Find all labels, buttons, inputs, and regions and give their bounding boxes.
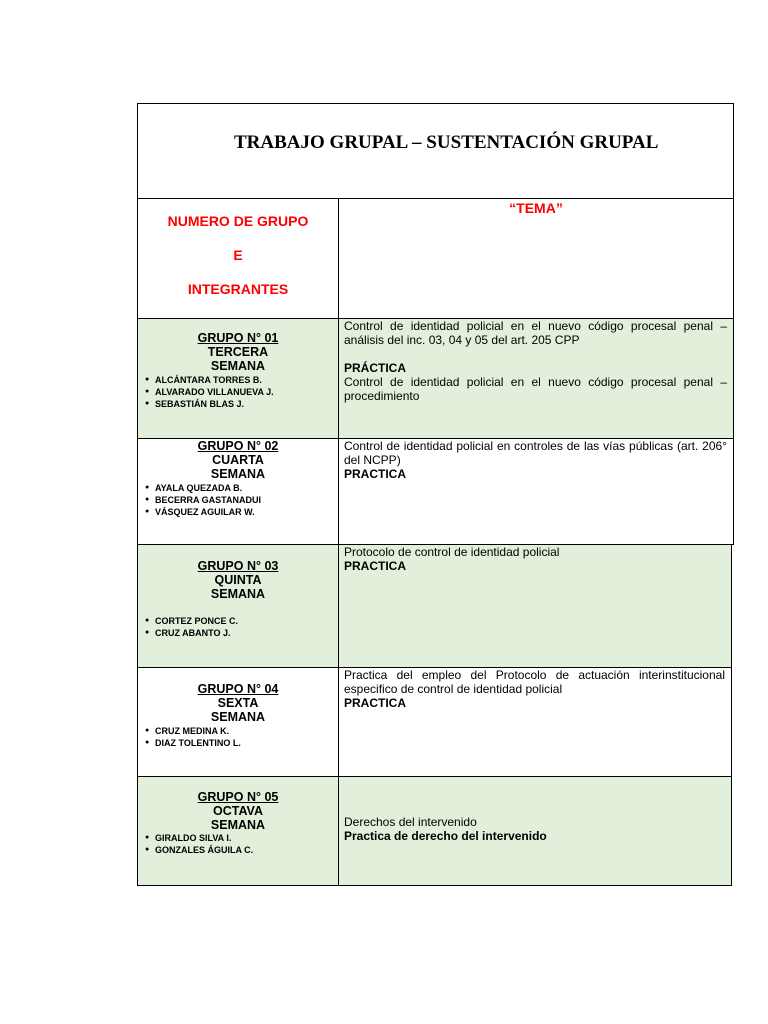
header-e: E <box>233 247 243 263</box>
group-4-right-cell <box>338 667 732 777</box>
group-3-topic <box>344 545 725 573</box>
group-1-semana: SEMANA <box>210 359 266 373</box>
group-3-name: GRUPO N° 03 <box>197 559 279 573</box>
group-3-members <box>145 615 238 639</box>
group-1-name: GRUPO N° 01 <box>197 331 279 345</box>
list-item: ● BECERRA GASTANADUI <box>145 494 261 506</box>
group-1-right-cell <box>338 318 734 439</box>
header-left-cell <box>137 198 339 319</box>
group-4-left-cell <box>137 667 339 777</box>
group-1-left-cell <box>137 318 339 439</box>
title-box <box>137 103 734 199</box>
list-item: ● GIRALDO SILVA I. <box>145 832 253 844</box>
group-5-right-cell <box>338 776 732 886</box>
list-item: ● VÁSQUEZ AGUILAR W. <box>145 506 261 518</box>
group-2-members <box>145 482 261 518</box>
group-1-practice-label: PRÁCTICA <box>344 361 406 375</box>
group-4-members <box>145 725 241 749</box>
group-4-semana: SEMANA <box>210 710 266 724</box>
group-3-right-cell <box>338 544 732 668</box>
group-2-practice-label: PRACTICA <box>344 467 406 481</box>
group-5-semana: SEMANA <box>210 818 266 832</box>
list-item: ● ALCÁNTARA TORRES B. <box>145 374 274 386</box>
group-3-practice-label: PRACTICA <box>344 559 406 573</box>
list-item: ● SEBASTIÁN BLAS J. <box>145 398 274 410</box>
page-title: TRABAJO GRUPAL – SUSTENTACIÓN GRUPAL <box>234 132 659 153</box>
group-1-topic-2: Control de identidad policial en el nuevo código procesal penal – procedimiento <box>344 375 727 403</box>
group-2-topic-1: Control de identidad policial en controles de las vías públicas (art. 206° del NCPP) <box>344 439 727 467</box>
group-2-name: GRUPO N° 02 <box>197 439 279 453</box>
group-3-topic-1: Protocolo de control de identidad policial <box>344 545 560 559</box>
group-4-topic-1: Practica del empleo del Protocolo de actuación interinstitucional especifico de control de identidad policial <box>344 668 725 696</box>
group-2-week: CUARTA <box>212 453 264 467</box>
group-3-week: QUINTA <box>214 573 262 587</box>
group-5-week: OCTAVA <box>213 804 263 818</box>
group-3-semana: SEMANA <box>210 587 266 601</box>
group-4-name: GRUPO N° 04 <box>197 682 279 696</box>
group-3-heading <box>138 559 338 601</box>
list-item: ● AYALA QUEZADA B. <box>145 482 261 494</box>
list-item: ● CRUZ ABANTO J. <box>145 627 238 639</box>
group-5-left-cell <box>137 776 339 886</box>
group-5-name: GRUPO N° 05 <box>197 790 279 804</box>
group-2-topic <box>344 439 727 481</box>
group-2-right-cell <box>338 438 734 545</box>
group-1-topic <box>344 319 727 403</box>
group-1-topic-1: Control de identidad policial en el nuevo código procesal penal – análisis del inc. 03, 04 y 05 del art. 205 CPP <box>344 319 727 347</box>
group-5-heading <box>138 790 338 832</box>
group-2-heading <box>138 439 338 481</box>
list-item: ● CRUZ MEDINA K. <box>145 725 241 737</box>
group-1-heading <box>138 331 338 373</box>
header-right-cell <box>338 198 734 319</box>
group-4-practice-label: PRACTICA <box>344 696 406 710</box>
group-1-members <box>145 374 274 410</box>
header-integrantes: INTEGRANTES <box>187 281 289 297</box>
group-5-members <box>145 832 253 856</box>
group-5-practice-label: Practica de derecho del intervenido <box>344 829 547 843</box>
list-item: ● DIAZ TOLENTINO L. <box>145 737 241 749</box>
list-item: ● GONZALES ÁGUILA C. <box>145 844 253 856</box>
list-item: ● ALVARADO VILLANUEVA J. <box>145 386 274 398</box>
group-2-left-cell <box>137 438 339 545</box>
group-5-topic <box>344 815 725 843</box>
group-4-week: SEXTA <box>217 696 259 710</box>
group-4-topic <box>344 668 725 710</box>
group-2-semana: SEMANA <box>210 467 266 481</box>
header-numero-de-grupo: NUMERO DE GRUPO <box>167 213 309 229</box>
group-3-left-cell <box>137 544 339 668</box>
group-1-week: TERCERA <box>207 345 269 359</box>
group-5-topic-1: Derechos del intervenido <box>344 815 477 829</box>
header-tema: “TEMA” <box>509 200 563 216</box>
list-item: ● CORTEZ PONCE C. <box>145 615 238 627</box>
group-4-heading <box>138 682 338 724</box>
